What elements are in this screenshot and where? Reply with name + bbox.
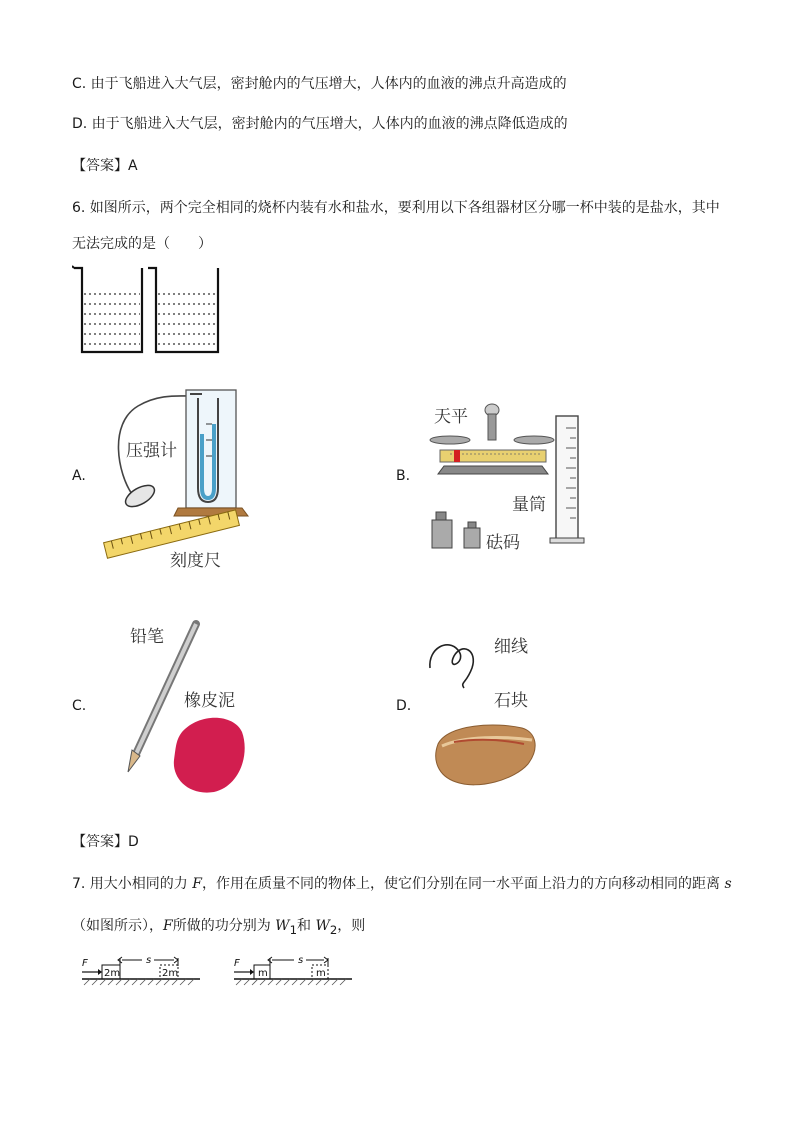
force-label: F	[234, 958, 240, 969]
var-w1: W	[275, 918, 290, 934]
stone-label: 石块	[494, 691, 528, 711]
option-b-figure	[418, 398, 588, 578]
option-d-figure	[424, 624, 574, 804]
q6-stem-line2: 无法完成的是（ ）	[72, 236, 212, 252]
balance-label: 天平	[434, 407, 468, 427]
var-w2: W	[315, 918, 330, 934]
q5-option-c: C. 由于飞船进入大气层，密封舱内的气压增大，人体内的血液的沸点升高造成的	[72, 76, 567, 92]
var-f: F	[192, 876, 202, 892]
answer-value: A	[128, 158, 138, 174]
q7-stem-line2	[72, 916, 365, 940]
weights-icon	[432, 512, 480, 548]
q6-option-b-label: B.	[396, 468, 411, 484]
sub-1: 1	[289, 922, 297, 937]
mass-end-label: 2m	[162, 968, 179, 979]
q7-text: ，作用在质量不同的物体上，使它们分别在同一水平面上沿力的方向移动相同的距离	[201, 876, 725, 892]
beaker-right	[148, 268, 218, 352]
q6-stem-line1: 6. 如图所示，两个完全相同的烧杯内装有水和盐水，要利用以下各组器材区分哪一杯中装的是盐水，其中	[72, 200, 720, 216]
work-diagram-1	[80, 952, 204, 986]
ruler-label: 刻度尺	[170, 551, 221, 571]
force-label: F	[82, 958, 88, 969]
thread-label: 细线	[494, 637, 528, 657]
q6-option-a-label: A.	[72, 468, 86, 484]
thread-icon	[430, 645, 473, 688]
distance-label: s	[298, 955, 304, 966]
q7-text: 所做的功分别为	[172, 918, 276, 934]
mass-start-label: 2m	[104, 968, 121, 979]
beaker-left	[72, 266, 142, 352]
weights-label: 砝码	[486, 533, 520, 553]
q7-text: 7. 用大小相同的力	[72, 876, 193, 892]
stone-icon	[436, 725, 535, 785]
mass-start-label: m	[258, 968, 268, 979]
q5-option-d: D. 由于飞船进入大气层，密封舱内的气压增大，人体内的血液的沸点降低造成的	[72, 116, 568, 132]
distance-label: s	[146, 955, 152, 966]
q6-answer	[72, 832, 139, 852]
cylinder-label: 量筒	[512, 495, 546, 515]
clay-label: 橡皮泥	[184, 691, 235, 711]
q6-option-c-label: C.	[72, 698, 87, 714]
q5-answer	[72, 156, 138, 176]
mass-end-label: m	[316, 968, 326, 979]
q7-text: （如图所示），	[72, 918, 163, 934]
answer-value: D	[128, 834, 139, 850]
pressure-gauge-label: 压强计	[126, 441, 177, 461]
q7-stem-line1	[72, 874, 732, 894]
measuring-cylinder-icon	[550, 416, 584, 543]
sub-2: 2	[329, 922, 338, 937]
option-a-figure	[98, 384, 258, 578]
beakers-figure	[72, 264, 224, 358]
answer-tag: 【答案】	[72, 158, 128, 174]
pencil-label: 铅笔	[130, 627, 164, 647]
option-c-figure	[104, 614, 264, 804]
q7-text: 和	[296, 918, 316, 934]
var-s: s	[724, 876, 732, 892]
answer-tag: 【答案】	[72, 834, 128, 850]
clay-icon	[174, 718, 245, 793]
q6-option-d-label: D.	[396, 698, 412, 714]
work-diagram-2	[232, 952, 356, 986]
q7-text: ，则	[337, 918, 366, 934]
var-f: F	[163, 918, 173, 934]
